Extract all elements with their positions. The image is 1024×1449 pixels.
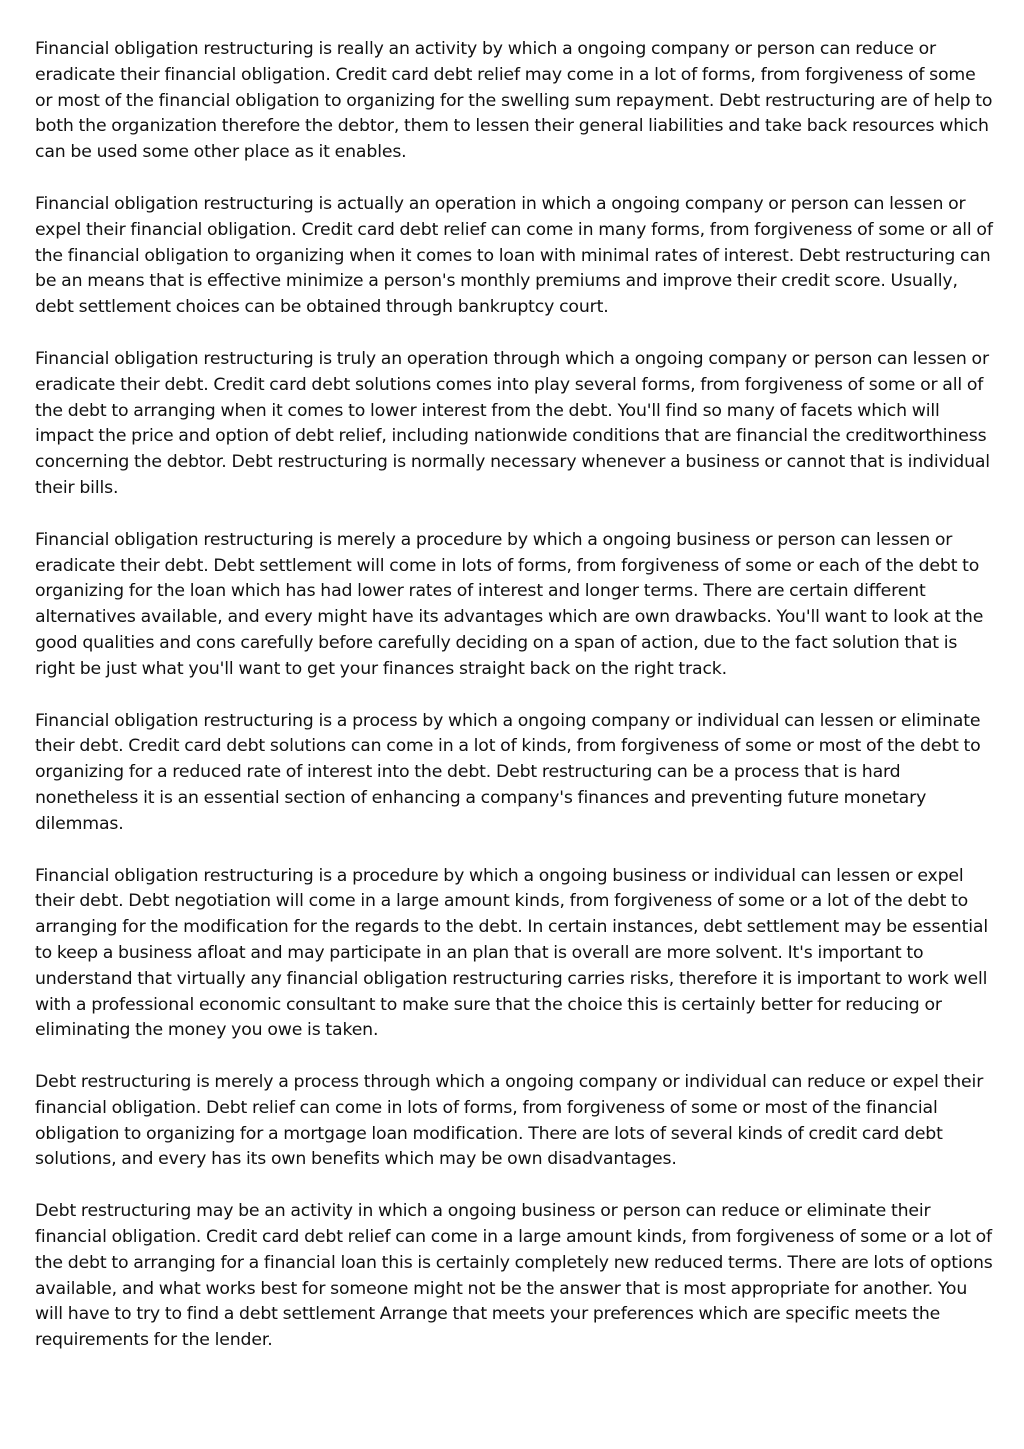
- paragraph-6: Financial obligation restructuring is a procedure by which a ongoing business or individual can lessen or expel their debt. Debt negotiation will come in a large amount kinds, from forgiveness of some or a lot of the debt to arranging for the modification for the regards to the debt. In certain instances, debt settlement may be essential to keep a business afloat and may participate in an plan that is overall are more solvent. It's important to understand that virtually any financial obligation restructuring carries risks, therefore it is important to work well with a professional economic consultant to make sure that the choice this is certainly better for reducing or eliminating the money you owe is taken.: [35, 865, 988, 1041]
- paragraph-4: Financial obligation restructuring is merely a procedure by which a ongoing business or person can lessen or eradicate their debt. Debt settlement will come in lots of forms, from forgiveness of some or each of the debt to organizing for the loan which has had lower rates of interest and longer terms. There are certain different alternatives available, and every might have its advantages which are own drawbacks. You'll want to look at the good qualities and cons carefully before carefully deciding on a span of action, due to the fact solution that is right be just what you'll want to get your finances straight back on the right track.: [35, 529, 984, 679]
- paragraph-7: Debt restructuring is merely a process through which a ongoing company or individual can reduce or expel their financial obligation. Debt relief can come in lots of forms, from forgiveness of some or most of the financial obligation to organizing for a mortgage loan modification. There are lots of several kinds of credit card debt solutions, and every has its own benefits which may be own disadvantages.: [35, 1072, 984, 1170]
- paragraph-1: Financial obligation restructuring is really an activity by which a ongoing company or person can reduce or eradicate their financial obligation. Credit card debt relief may come in a lot of forms, from forgiveness of some or most of the financial obligation to organizing for the swelling sum repayment. Debt restructuring are of help to both the organization therefore the debtor, them to lessen their general liabilities and take back resources which can be used some other place as it enables.: [35, 39, 993, 163]
- paragraph-2: Financial obligation restructuring is actually an operation in which a ongoing company or person can lessen or expel their financial obligation. Credit card debt relief can come in many forms, from forgiveness of some or all of the financial obligation to organizing when it comes to loan with minimal rates of interest. Debt restructuring can be an means that is effective minimize a person's monthly premiums and improve their credit score. Usually, debt settlement choices can be obtained through bankruptcy court.: [35, 193, 993, 318]
- document-body: [35, 37, 995, 1380]
- paragraph-3: Financial obligation restructuring is truly an operation through which a ongoing company or person can lessen or eradicate their debt. Credit card debt solutions comes into play several forms, from forgiveness of some or all of the debt to arranging when it comes to lower interest from the debt. You'll find so many of facets which will impact the price and option of debt relief, including nationwide conditions that are financial the creditworthiness concerning the debtor. Debt restructuring is normally necessary whenever a business or cannot that is individual their bills.: [35, 348, 990, 498]
- paragraph-8: Debt restructuring may be an activity in which a ongoing business or person can reduce or eliminate their financial obligation. Credit card debt relief can come in a large amount kinds, from forgiveness of some or a lot of the debt to arranging for a financial loan this is certainly completely new reduced terms. There are lots of options available, and what works best for someone might not be the answer that is most appropriate for another. You will have to try to find a debt settlement Arrange that meets your preferences which are specific meets the requirements for the lender.: [35, 1201, 993, 1351]
- paragraph-5: Financial obligation restructuring is a process by which a ongoing company or individual can lessen or eliminate their debt. Credit card debt solutions can come in a lot of kinds, from forgiveness of some or most of the debt to organizing for a reduced rate of interest into the debt. Debt restructuring can be a process that is hard nonetheless it is an essential section of enhancing a company's finances and preventing future monetary dilemmas.: [35, 710, 981, 834]
